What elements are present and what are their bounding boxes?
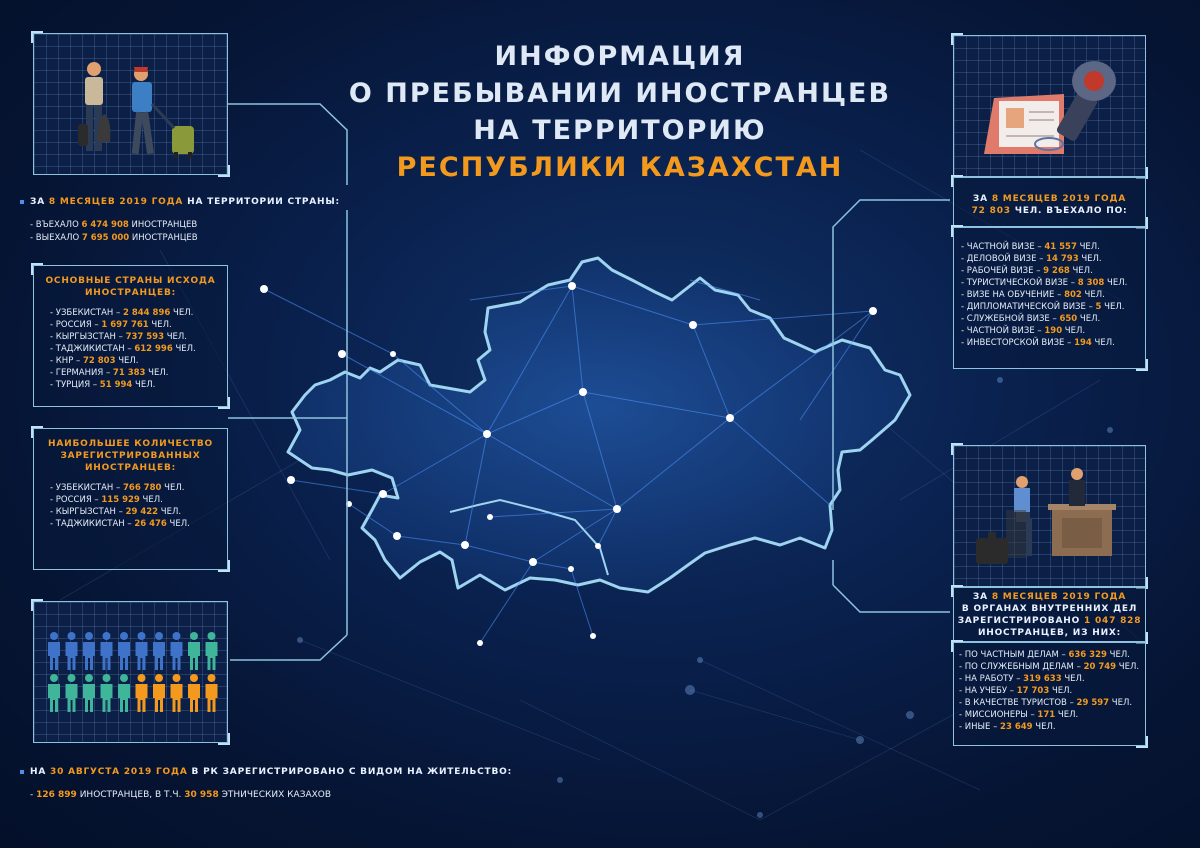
list-item-unit: ЧЕЛ.: [115, 356, 139, 366]
list-item: [50, 482, 227, 494]
person-icon: [136, 632, 148, 670]
list-item-label: - ТУРИСТИЧЕСКОЙ ВИЗЕ –: [961, 278, 1078, 288]
list-item: [959, 649, 1145, 661]
list-item-unit: ЧЕЛ.: [1076, 242, 1100, 252]
most-registered-list: [50, 482, 227, 530]
person-icon: [206, 674, 218, 712]
list-item-unit: ЧЕЛ.: [1104, 278, 1128, 288]
arrivals-entered: - ВЪЕХАЛО 6 474 908 ИНОСТРАНЦЕВ: [30, 220, 198, 230]
people-icons: [34, 602, 226, 741]
list-item-value: 26 476: [134, 519, 167, 529]
list-item-unit: ЧЕЛ.: [1049, 686, 1073, 696]
list-item-label: - РОССИЯ –: [50, 495, 102, 505]
internal-affairs-line-3: ЗАРЕГИСТРИРОВАНО 1 047 828: [957, 616, 1142, 626]
list-item-unit: ЧЕЛ.: [161, 483, 185, 493]
person-icon: [118, 632, 130, 670]
office-meeting-icon: [954, 446, 1144, 585]
origin-countries-title: ОСНОВНЫЕ СТРАНЫ ИСХОДА ИНОСТРАНЦЕВ:: [45, 276, 216, 298]
list-item: [959, 721, 1145, 733]
person-icon: [153, 632, 165, 670]
list-item-value: 802: [1064, 290, 1082, 300]
list-item-label: - СЛУЖЕБНОЙ ВИЗЕ –: [961, 314, 1060, 324]
visa-header-box: [953, 177, 1146, 227]
internal-affairs-line-4: ИНОСТРАНЦЕВ, ИЗ НИХ:: [977, 628, 1122, 638]
list-item-unit: ЧЕЛ.: [1091, 338, 1115, 348]
list-item: [959, 661, 1145, 673]
person-icon: [188, 632, 200, 670]
list-item-unit: ЧЕЛ.: [1032, 722, 1056, 732]
person-icon: [171, 632, 183, 670]
person-icon: [118, 674, 130, 712]
origin-countries-list: [50, 307, 227, 391]
list-item-value: 17 703: [1016, 686, 1050, 696]
travelers-illustration-frame: [33, 33, 228, 175]
list-item-value: 194: [1074, 338, 1092, 348]
list-item-value: 190: [1044, 326, 1063, 336]
list-item-unit: ЧЕЛ.: [1061, 674, 1085, 684]
list-item: [961, 313, 1145, 325]
list-item-value: 9 268: [1043, 266, 1070, 276]
list-item-label: - УЗБЕКИСТАН –: [50, 308, 123, 318]
list-item-value: 737 593: [125, 332, 165, 342]
passport-stamp-icon: [954, 36, 1144, 175]
title-line-3: НА ТЕРРИТОРИЮ: [473, 115, 767, 146]
list-item-value: 71 383: [112, 368, 146, 378]
title-line-1: ИНФОРМАЦИЯ: [494, 41, 746, 72]
list-item-label: - УЗБЕКИСТАН –: [50, 483, 123, 493]
list-item-label: - ИНЫЕ –: [959, 722, 1001, 732]
list-item: [50, 379, 227, 391]
list-item-value: 72 803: [82, 356, 116, 366]
residence-line: - 126 899 ИНОСТРАНЦЕВ, В Т.Ч. 30 958 ЭТНИЧЕСКИХ КАЗАХОВ: [30, 790, 332, 800]
internal-affairs-list: [959, 649, 1145, 733]
list-item-unit: ЧЕЛ.: [170, 308, 194, 318]
list-item-value: 2 844 896: [122, 308, 171, 318]
list-item: [961, 289, 1145, 301]
internal-affairs-line-2: В ОРГАНАХ ВНУТРЕННИХ ДЕЛ: [961, 604, 1138, 614]
person-icon: [66, 674, 78, 712]
list-item: [959, 697, 1145, 709]
list-item-value: 14 793: [1046, 254, 1079, 264]
list-item: [959, 709, 1145, 721]
list-item: [50, 355, 227, 367]
list-item-unit: ЧЕЛ.: [164, 332, 188, 342]
person-icon: [206, 632, 218, 670]
person-icon: [188, 674, 200, 712]
list-item-label: - ЧАСТНОЙ ВИЗЕ –: [961, 242, 1045, 252]
list-item-unit: ЧЕЛ.: [1101, 302, 1125, 312]
person-icon: [66, 632, 78, 670]
person-icon: [136, 674, 148, 712]
list-item-value: 650: [1059, 314, 1078, 324]
list-item-value: 1 697 761: [101, 320, 149, 330]
bullet-icon: [20, 200, 24, 204]
list-item-unit: ЧЕЛ.: [172, 344, 196, 354]
list-item-unit: ЧЕЛ.: [1116, 662, 1140, 672]
list-item-label: - РАБОЧЕЙ ВИЗЕ –: [961, 266, 1044, 276]
list-item: [50, 319, 227, 331]
list-item-value: 23 649: [1000, 722, 1033, 732]
passport-illustration-frame: [953, 35, 1146, 177]
list-item-unit: ЧЕЛ.: [1078, 254, 1102, 264]
list-item: [961, 265, 1145, 277]
list-item: [50, 307, 227, 319]
list-item-label: - ТУРЦИЯ –: [50, 380, 100, 390]
list-item-value: 8 308: [1077, 278, 1105, 288]
list-item-value: 29 422: [125, 507, 159, 517]
list-item-unit: ЧЕЛ.: [1055, 710, 1079, 720]
list-item-label: - КНР –: [50, 356, 83, 366]
most-registered-title: НАИБОЛЬШЕЕ КОЛИЧЕСТВО ЗАРЕГИСТРИРОВАННЫХ ИНОСТРАНЦЕВ:: [48, 439, 213, 473]
list-item-value: 51 994: [99, 380, 133, 390]
list-item-label: - ПО СЛУЖЕБНЫМ ДЕЛАМ –: [959, 662, 1084, 672]
list-item-value: 612 996: [134, 344, 173, 354]
list-item-unit: ЧЕЛ.: [166, 519, 190, 529]
list-item-label: - ГЕРМАНИЯ –: [50, 368, 113, 378]
travelers-icon: [34, 34, 226, 173]
list-item-label: - ТАДЖИКИСТАН –: [50, 519, 135, 529]
list-item-label: - ИНВЕСТОРСКОЙ ВИЗЕ –: [961, 338, 1075, 348]
arrivals-left: - ВЫЕХАЛО 7 695 000 ИНОСТРАНЦЕВ: [30, 233, 198, 243]
list-item-value: 41 557: [1044, 242, 1077, 252]
list-item-value: 20 749: [1083, 662, 1117, 672]
list-item-unit: ЧЕЛ.: [158, 507, 182, 517]
person-icon: [83, 632, 95, 670]
list-item-unit: ЧЕЛ.: [1077, 314, 1101, 324]
list-item: [50, 367, 227, 379]
list-item: [961, 337, 1145, 349]
list-item: [961, 241, 1145, 253]
person-icon: [153, 674, 165, 712]
list-item: [961, 277, 1145, 289]
internal-affairs-line-1: ЗА 8 МЕСЯЦЕВ 2019 ГОДА: [972, 592, 1127, 602]
list-item-value: 5: [1095, 302, 1102, 312]
list-item-unit: ЧЕЛ.: [132, 380, 156, 390]
list-item-value: 636 329: [1068, 650, 1107, 660]
list-item-label: - НА УЧЕБУ –: [959, 686, 1017, 696]
internal-affairs-list-box: [953, 642, 1146, 746]
list-item: [961, 253, 1145, 265]
person-icon: [101, 674, 113, 712]
list-item-label: - НА РАБОТУ –: [959, 674, 1024, 684]
office-illustration-frame: [953, 445, 1146, 587]
list-item-value: 319 633: [1023, 674, 1062, 684]
list-item-label: - ВИЗЕ НА ОБУЧЕНИЕ –: [961, 290, 1065, 300]
visa-list-box: [953, 227, 1146, 369]
person-icon: [48, 632, 60, 670]
list-item-value: 29 597: [1076, 698, 1110, 708]
list-item-label: - ЧАСТНОЙ ВИЗЕ –: [961, 326, 1045, 336]
title-line-4: РЕСПУБЛИКИ КАЗАХСТАН: [396, 152, 844, 183]
list-item: [959, 673, 1145, 685]
page-title: [320, 38, 920, 186]
list-item-unit: ЧЕЛ.: [139, 495, 163, 505]
list-item-unit: ЧЕЛ.: [148, 320, 172, 330]
list-item-unit: ЧЕЛ.: [1081, 290, 1105, 300]
person-icon: [171, 674, 183, 712]
list-item: [50, 331, 227, 343]
list-item: [959, 685, 1145, 697]
people-illustration-frame: [33, 601, 228, 743]
list-item-value: 171: [1037, 710, 1056, 720]
person-icon: [83, 674, 95, 712]
list-item-unit: ЧЕЛ.: [1062, 326, 1086, 336]
visa-list: [961, 241, 1145, 349]
list-item: [50, 494, 227, 506]
list-item-label: - МИССИОНЕРЫ –: [959, 710, 1038, 720]
list-item: [50, 343, 227, 355]
list-item-unit: ЧЕЛ.: [1109, 698, 1133, 708]
list-item-label: - КЫРГЫЗСТАН –: [50, 507, 126, 517]
origin-countries-box: [33, 265, 228, 407]
list-item-label: - ДИПЛОМАТИЧЕСКОЙ ВИЗЕ –: [961, 302, 1096, 312]
list-item: [50, 518, 227, 530]
list-item: [961, 325, 1145, 337]
list-item-label: - ПО ЧАСТНЫМ ДЕЛАМ –: [959, 650, 1069, 660]
person-icon: [101, 632, 113, 670]
title-line-2: О ПРЕБЫВАНИИ ИНОСТРАНЦЕВ: [348, 78, 892, 109]
list-item-value: 115 929: [101, 495, 140, 505]
bullet-icon: [20, 770, 24, 774]
most-registered-box: [33, 428, 228, 570]
list-item-label: - ТАДЖИКИСТАН –: [50, 344, 135, 354]
list-item-label: - В КАЧЕСТВЕ ТУРИСТОВ –: [959, 698, 1077, 708]
list-item-value: 766 780: [122, 483, 162, 493]
residence-header: НА 30 АВГУСТА 2019 ГОДА В РК ЗАРЕГИСТРИРОВАНО С ВИДОМ НА ЖИТЕЛЬСТВО:: [20, 766, 512, 778]
person-icon: [48, 674, 60, 712]
list-item-label: - ДЕЛОВОЙ ВИЗЕ –: [961, 254, 1047, 264]
list-item-label: - КЫРГЫЗСТАН –: [50, 332, 126, 342]
internal-affairs-header-box: [953, 587, 1146, 642]
list-item-label: - РОССИЯ –: [50, 320, 102, 330]
list-item-unit: ЧЕЛ.: [1106, 650, 1130, 660]
arrivals-header: ЗА 8 МЕСЯЦЕВ 2019 ГОДА НА ТЕРРИТОРИИ СТРАНЫ:: [20, 196, 340, 208]
list-item: [50, 506, 227, 518]
list-item-unit: ЧЕЛ.: [145, 368, 169, 378]
visa-header-line-2: 72 803 ЧЕЛ. ВЪЕХАЛО ПО:: [971, 206, 1128, 216]
list-item: [961, 301, 1145, 313]
list-item-unit: ЧЕЛ.: [1069, 266, 1093, 276]
visa-header-line-1: ЗА 8 МЕСЯЦЕВ 2019 ГОДА: [972, 194, 1127, 204]
